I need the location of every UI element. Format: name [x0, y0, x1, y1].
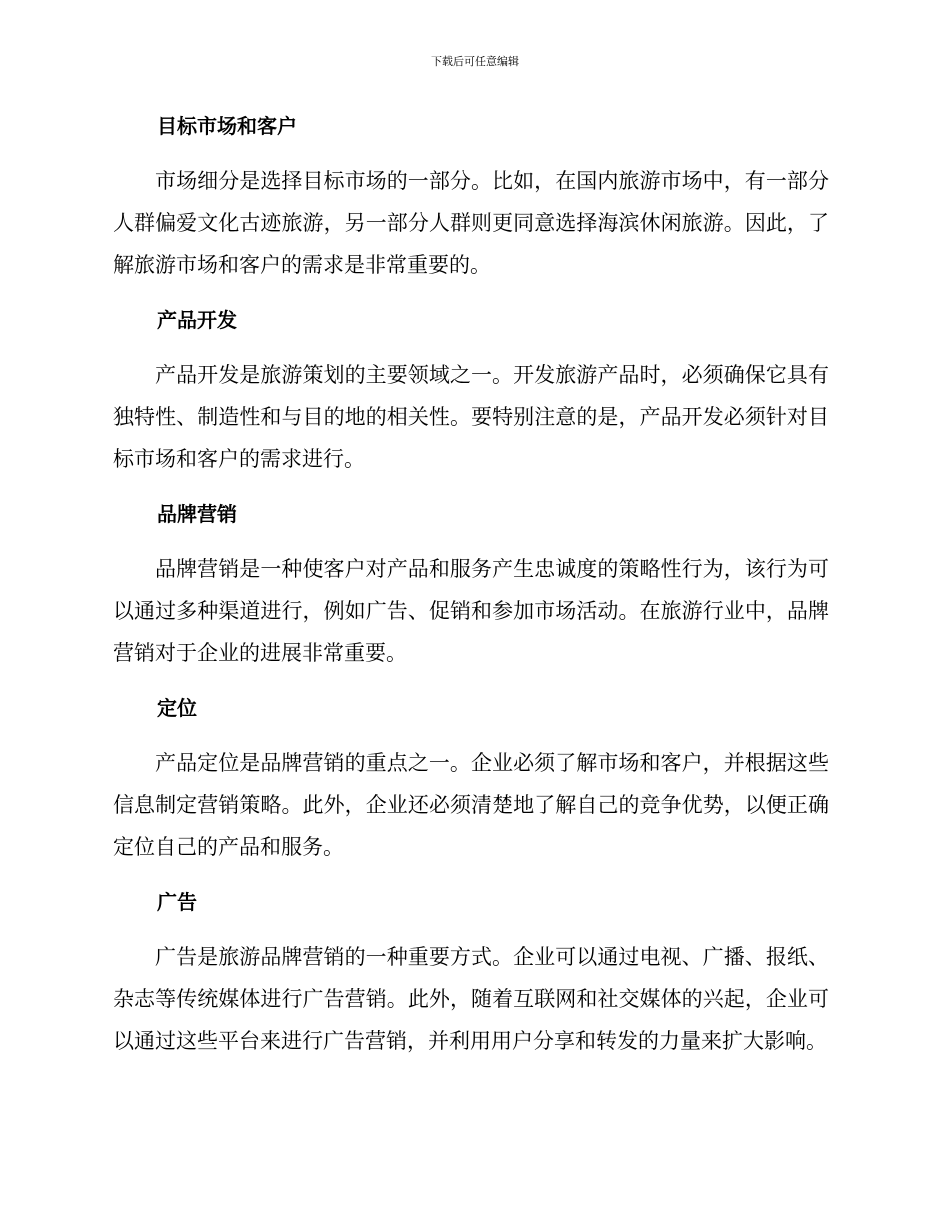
section-heading-target-market: 目标市场和客户 — [157, 114, 297, 138]
section-heading-advertising: 广告 — [157, 890, 197, 914]
page-header: 下载后可任意编辑 — [431, 55, 519, 68]
document-body — [113, 106, 829, 1062]
section-paragraph-positioning: 产品定位是品牌营销的重点之一。企业必须了解市场和客户，并根据这些信息制定营销策略。此外，企业还必须清楚地了解自己的竞争优势，以便正确定位自己的产品和服务。 — [113, 751, 829, 859]
section-heading-brand-marketing: 品牌营销 — [157, 502, 237, 526]
section-heading-positioning: 定位 — [157, 696, 197, 720]
section-paragraph-target-market: 市场细分是选择目标市场的一部分。比如，在国内旅游市场中，有一部分人群偏爱文化古迹旅游，另一部分人群则更同意选择海滨休闲旅游。因此，了解旅游市场和客户的需求是非常重要的。 — [113, 169, 829, 277]
section-paragraph-product-development: 产品开发是旅游策划的主要领域之一。开发旅游产品时，必须确保它具有独特性、制造性和与目的地的相关性。要特别注意的是，产品开发必须针对目标市场和客户的需求进行。 — [113, 363, 829, 471]
section-paragraph-advertising: 广告是旅游品牌营销的一种重要方式。企业可以通过电视、广播、报纸、杂志等传统媒体进行广告营销。此外，随着互联网和社交媒体的兴起，企业可以通过这些平台来进行广告营销，并利用用户分享和转发的力量来扩大影响。 — [113, 945, 829, 1053]
section-heading-product-development: 产品开发 — [157, 308, 237, 332]
section-paragraph-brand-marketing: 品牌营销是一种使客户对产品和服务产生忠诚度的策略性行为，该行为可以通过多种渠道进行，例如广告、促销和参加市场活动。在旅游行业中，品牌营销对于企业的进展非常重要。 — [113, 557, 829, 665]
